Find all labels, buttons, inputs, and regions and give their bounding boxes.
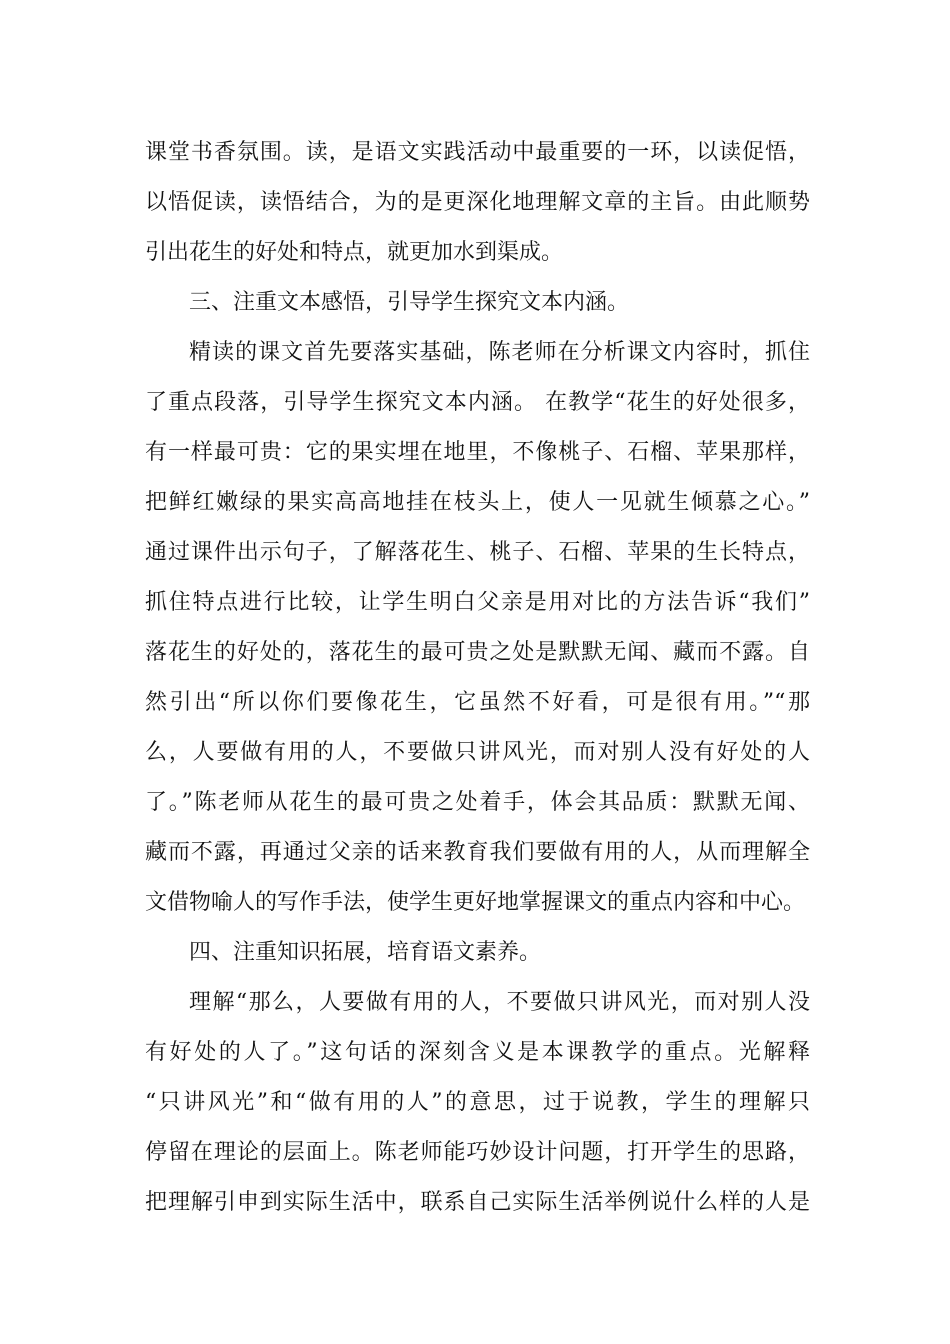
text-line: 抓住特点进行比较，让学生明白父亲是用对比的方法告诉“我们” (145, 590, 810, 615)
text-line: 有一样最可贵：它的果实埋在地里，不像桃子、石榴、苹果那样， (145, 440, 810, 465)
text-line: “只讲风光”和“做有用的人”的意思，过于说教，学生的理解只 (145, 1090, 810, 1115)
text-line: 有好处的人了。”这句话的深刻含义是本课教学的重点。光解释 (145, 1040, 810, 1065)
text-line: 落花生的好处的，落花生的最可贵之处是默默无闻、藏而不露。自 (145, 640, 810, 665)
text-line: 把理解引申到实际生活中，联系自己实际生活举例说什么样的人是 (145, 1190, 810, 1215)
text-line: 精读的课文首先要落实基础，陈老师在分析课文内容时，抓住 (189, 340, 810, 365)
text-line: 把鲜红嫩绿的果实高高地挂在枝头上，使人一见就生倾慕之心。” (145, 490, 810, 515)
text-line: 三、注重文本感悟，引导学生探究文本内涵。 (189, 290, 630, 315)
text-line: 然引出“所以你们要像花生，它虽然不好看，可是很有用。”“那 (145, 690, 810, 715)
text-line: 了重点段落，引导学生探究文本内涵。 在教学“花生的好处很多， (145, 390, 810, 415)
text-line: 以悟促读，读悟结合，为的是更深化地理解文章的主旨。由此顺势 (145, 190, 810, 215)
text-line: 理解“那么，人要做有用的人，不要做只讲风光，而对别人没 (189, 990, 810, 1015)
document-body (145, 128, 810, 1228)
text-line: 文借物喻人的写作手法，使学生更好地掌握课文的重点内容和中心。 (145, 890, 806, 915)
text-line: 课堂书香氛围。读，是语文实践活动中最重要的一环，以读促悟， (145, 140, 810, 165)
text-line: 藏而不露，再通过父亲的话来教育我们要做有用的人，从而理解全 (145, 840, 810, 865)
text-line: 停留在理论的层面上。陈老师能巧妙设计问题，打开学生的思路， (145, 1140, 810, 1165)
text-line: 引出花生的好处和特点，就更加水到渠成。 (145, 240, 564, 265)
text-line: 了。”陈老师从花生的最可贵之处着手，体会其品质：默默无闻、 (145, 790, 810, 815)
text-line: 通过课件出示句子，了解落花生、桃子、石榴、苹果的生长特点， (145, 540, 810, 565)
text-line: 么，人要做有用的人，不要做只讲风光，而对别人没有好处的人 (145, 740, 810, 765)
text-line: 四、注重知识拓展，培育语文素养。 (189, 940, 542, 965)
